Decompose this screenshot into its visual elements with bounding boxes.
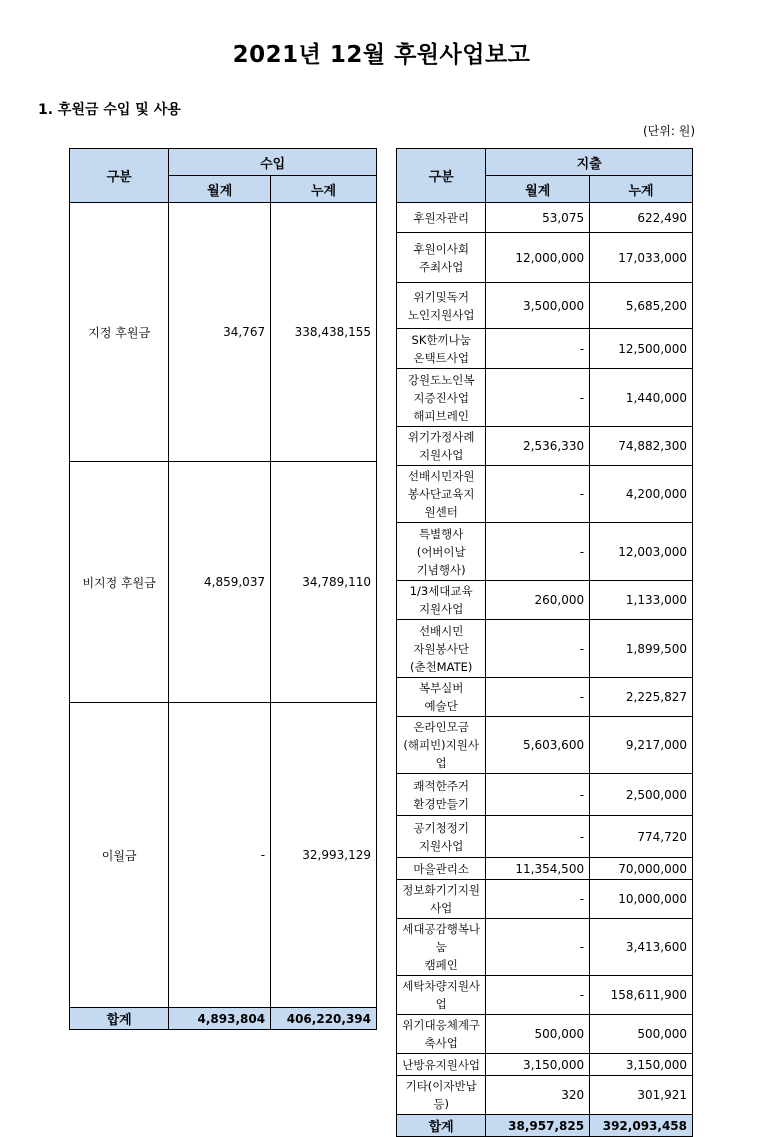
table-row [397, 774, 693, 816]
income-row-cumulative: 34,789,110 [271, 462, 377, 703]
expense-row-monthly: - [486, 880, 590, 919]
income-table [69, 148, 377, 1030]
expense-row-label: SK한끼나눔 온택트사업 [397, 329, 486, 369]
expense-row-monthly: - [486, 774, 590, 816]
income-row-monthly: - [169, 703, 271, 1008]
expense-row-cumulative: 3,413,600 [590, 919, 693, 976]
expense-total-label: 합계 [397, 1115, 486, 1137]
expense-row-cumulative: 2,225,827 [590, 678, 693, 717]
table-row [397, 919, 693, 976]
expense-row-cumulative: 5,685,200 [590, 283, 693, 329]
expense-row-cumulative: 500,000 [590, 1015, 693, 1054]
expense-row-label: 후원자관리 [397, 203, 486, 233]
expense-header-monthly: 월계 [486, 176, 590, 203]
expense-row-cumulative: 12,500,000 [590, 329, 693, 369]
income-row-label: 비지정 후원금 [70, 462, 169, 703]
expense-row-label: 후원이사회 주최사업 [397, 233, 486, 283]
income-row-cumulative: 32,993,129 [271, 703, 377, 1008]
income-row-label: 지정 후원금 [70, 203, 169, 462]
table-row [397, 466, 693, 523]
table-row [397, 283, 693, 329]
table-row [397, 1054, 693, 1076]
table-row [397, 523, 693, 581]
table-row [397, 369, 693, 427]
income-row-cumulative: 338,438,155 [271, 203, 377, 462]
expense-row-monthly: - [486, 523, 590, 581]
income-total-row [70, 1008, 377, 1030]
expense-row-monthly: 3,500,000 [486, 283, 590, 329]
income-header-cumulative: 누계 [271, 176, 377, 203]
expense-row-label: 마을관리소 [397, 858, 486, 880]
expense-row-monthly: 500,000 [486, 1015, 590, 1054]
expense-row-label: 위기및독거 노인지원사업 [397, 283, 486, 329]
expense-row-monthly: 3,150,000 [486, 1054, 590, 1076]
table-row [397, 1015, 693, 1054]
expense-row-cumulative: 17,033,000 [590, 233, 693, 283]
expense-row-cumulative: 158,611,900 [590, 976, 693, 1015]
income-row-monthly: 34,767 [169, 203, 271, 462]
expense-row-cumulative: 12,003,000 [590, 523, 693, 581]
table-row [70, 462, 377, 703]
expense-row-cumulative: 4,200,000 [590, 466, 693, 523]
expense-row-label: 복부실버 예술단 [397, 678, 486, 717]
expense-row-cumulative: 622,490 [590, 203, 693, 233]
expense-header-cumulative: 누계 [590, 176, 693, 203]
expense-row-label: 난방유지원사업 [397, 1054, 486, 1076]
expense-row-cumulative: 301,921 [590, 1076, 693, 1115]
table-row [397, 427, 693, 466]
expense-row-monthly: - [486, 976, 590, 1015]
expense-row-monthly: 260,000 [486, 581, 590, 620]
expense-row-label: 선배시민자원 봉사단교육지 원센터 [397, 466, 486, 523]
table-row [397, 1076, 693, 1115]
expense-row-label: 기타(이자반납 등) [397, 1076, 486, 1115]
expense-row-monthly: - [486, 329, 590, 369]
expense-row-label: 공기청정기 지원사업 [397, 816, 486, 858]
table-row [397, 203, 693, 233]
expense-header-category: 구분 [397, 149, 486, 203]
expense-row-cumulative: 3,150,000 [590, 1054, 693, 1076]
expense-row-label: 쾌적한주거 환경만들기 [397, 774, 486, 816]
expense-row-label: 위기대응체계구축사업 [397, 1015, 486, 1054]
income-total-monthly: 4,893,804 [169, 1008, 271, 1030]
expense-row-cumulative: 10,000,000 [590, 880, 693, 919]
expense-row-monthly: 11,354,500 [486, 858, 590, 880]
table-row [397, 858, 693, 880]
expense-row-label: 온라인모금 (해피빈)지원사업 [397, 717, 486, 774]
expense-row-monthly: - [486, 620, 590, 678]
expense-row-label: 강원도노인복 지증진사업 해피브레인 [397, 369, 486, 427]
expense-row-label: 정보화기기지원사업 [397, 880, 486, 919]
expense-row-cumulative: 1,133,000 [590, 581, 693, 620]
expense-row-label: 위기가정사례 지원사업 [397, 427, 486, 466]
expense-total-cumulative: 392,093,458 [590, 1115, 693, 1137]
income-row-monthly: 4,859,037 [169, 462, 271, 703]
expense-row-label: 1/3세대교육 지원사업 [397, 581, 486, 620]
income-total-cumulative: 406,220,394 [271, 1008, 377, 1030]
expense-row-monthly: 12,000,000 [486, 233, 590, 283]
expense-row-label: 특별행사 (어버이날 기념행사) [397, 523, 486, 581]
expense-row-cumulative: 74,882,300 [590, 427, 693, 466]
section-heading: 1. 후원금 수입 및 사용 [38, 102, 181, 118]
expense-row-monthly: - [486, 816, 590, 858]
expense-table [396, 148, 693, 1137]
expense-row-cumulative: 774,720 [590, 816, 693, 858]
expense-total-monthly: 38,957,825 [486, 1115, 590, 1137]
expense-row-monthly: 320 [486, 1076, 590, 1115]
expense-row-cumulative: 9,217,000 [590, 717, 693, 774]
expense-row-label: 세탁차량지원사업 [397, 976, 486, 1015]
table-row [397, 329, 693, 369]
expense-row-cumulative: 1,899,500 [590, 620, 693, 678]
expense-row-monthly: 5,603,600 [486, 717, 590, 774]
expense-row-label: 선배시민 자원봉사단 (춘천MATE) [397, 620, 486, 678]
income-header-group: 수입 [169, 149, 377, 176]
expense-row-cumulative: 70,000,000 [590, 858, 693, 880]
table-row [397, 581, 693, 620]
table-row [397, 717, 693, 774]
expense-row-monthly: 53,075 [486, 203, 590, 233]
income-header-monthly: 월계 [169, 176, 271, 203]
table-row [397, 620, 693, 678]
page-title: 2021년 12월 후원사업보고 [232, 42, 531, 68]
income-header-category: 구분 [70, 149, 169, 203]
expense-row-monthly: - [486, 466, 590, 523]
table-row [397, 976, 693, 1015]
table-row [70, 203, 377, 462]
expense-header-group: 지출 [486, 149, 693, 176]
expense-row-cumulative: 1,440,000 [590, 369, 693, 427]
expense-row-monthly: - [486, 678, 590, 717]
table-row [397, 816, 693, 858]
table-row [397, 880, 693, 919]
expense-row-monthly: - [486, 919, 590, 976]
income-row-label: 이월금 [70, 703, 169, 1008]
table-row [70, 703, 377, 1008]
expense-row-label: 세대공감행복나눔 캠페인 [397, 919, 486, 976]
expense-row-monthly: - [486, 369, 590, 427]
table-row [397, 678, 693, 717]
income-total-label: 합계 [70, 1008, 169, 1030]
expense-row-cumulative: 2,500,000 [590, 774, 693, 816]
unit-note: (단위: 원) [643, 124, 695, 138]
table-row [397, 233, 693, 283]
expense-total-row [397, 1115, 693, 1137]
expense-row-monthly: 2,536,330 [486, 427, 590, 466]
